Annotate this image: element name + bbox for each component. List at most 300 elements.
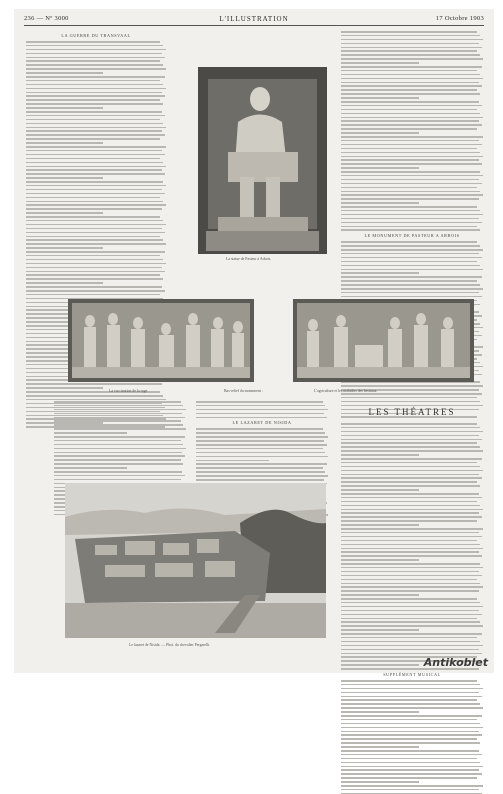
text-line: [341, 707, 483, 709]
text-line: [341, 567, 483, 569]
text-line: [196, 456, 328, 458]
text-line: [341, 750, 479, 752]
text-line: [341, 202, 419, 204]
section-title-nisida: LE LAZARET DE NISIDA: [232, 420, 292, 426]
text-line: [341, 762, 480, 764]
text-line: [26, 92, 162, 94]
text-line: [341, 781, 419, 783]
text-line: [26, 204, 166, 206]
section-title-supplement: SUPPLÉMENT MUSICAL: [383, 672, 441, 677]
text-line: [341, 758, 477, 760]
text-line: [341, 276, 482, 278]
text-line: [26, 45, 163, 47]
text-line: [341, 501, 477, 503]
text-line: [196, 479, 324, 481]
watermark-logo: Antikoblet: [423, 656, 488, 669]
article-text: [196, 401, 328, 418]
column-monument: [341, 31, 483, 293]
text-line: [341, 586, 483, 588]
text-line: [26, 197, 160, 199]
article-text: [341, 680, 483, 794]
text-line: [341, 62, 419, 64]
column-nisida: [196, 401, 328, 479]
text-line: [341, 226, 477, 228]
text-line: [26, 278, 163, 280]
text-line: [341, 723, 480, 725]
text-line: [341, 590, 479, 592]
text-line: [341, 458, 482, 460]
text-line: [341, 85, 482, 87]
text-line: [341, 179, 479, 181]
text-line: [54, 448, 186, 450]
text-line: [341, 31, 477, 33]
text-line: [341, 93, 480, 95]
text-line: [341, 109, 477, 111]
text-line: [341, 288, 483, 290]
text-line: [341, 296, 482, 298]
text-line: [26, 255, 160, 257]
text-line: [26, 138, 160, 140]
text-line: [196, 444, 327, 446]
text-line: [26, 236, 160, 238]
text-line: [26, 181, 163, 183]
text-line: [341, 269, 483, 271]
text-line: [341, 78, 483, 80]
text-line: [341, 265, 480, 267]
text-line: [341, 435, 479, 437]
text-line: [341, 159, 479, 161]
text-line: [341, 664, 419, 666]
text-line: [341, 653, 482, 655]
text-line: [341, 183, 482, 185]
text-line: [341, 524, 419, 526]
text-line: [341, 754, 482, 756]
text-line: [341, 579, 477, 581]
text-line: [26, 267, 162, 269]
text-line: [341, 598, 477, 600]
text-line: [54, 459, 181, 461]
text-line: [196, 471, 325, 473]
text-line: [341, 454, 419, 456]
text-line: [341, 766, 483, 768]
text-line: [341, 284, 480, 286]
text-line: [341, 74, 480, 76]
text-line: [341, 688, 483, 690]
text-line: [26, 162, 163, 164]
text-line: [341, 82, 479, 84]
text-line: [26, 387, 103, 389]
text-line: [26, 150, 162, 152]
text-line: [341, 649, 479, 651]
text-line: [341, 401, 480, 403]
text-line: [341, 218, 479, 220]
text-line: [341, 385, 483, 387]
text-line: [26, 247, 103, 249]
text-line: [54, 463, 183, 465]
text-line: [341, 493, 479, 495]
text-line: [54, 467, 127, 469]
text-line: [341, 89, 477, 91]
text-line: [341, 198, 479, 200]
text-line: [341, 505, 480, 507]
text-line: [341, 128, 477, 130]
text-line: [341, 439, 482, 441]
text-line: [26, 134, 165, 136]
text-line: [341, 214, 483, 216]
text-line: [341, 144, 482, 146]
article-text: [341, 423, 483, 670]
text-line: [341, 450, 483, 452]
text-line: [26, 185, 166, 187]
text-line: [341, 719, 477, 721]
text-line: [341, 43, 479, 45]
text-line: [341, 466, 480, 468]
text-line: [26, 274, 160, 276]
text-line: [341, 423, 477, 425]
text-line: [341, 777, 477, 779]
text-line: [341, 245, 480, 247]
text-line: [54, 420, 181, 422]
text-line: [341, 512, 479, 514]
text-line: [341, 140, 479, 142]
relief-center-caption: Bas-relief du monument :: [224, 389, 263, 393]
text-line: [341, 618, 477, 620]
text-line: [341, 280, 477, 282]
newspaper-page: [14, 9, 494, 677]
text-line: [341, 633, 482, 635]
text-line: [341, 187, 477, 189]
text-line: [26, 259, 163, 261]
column-theatres: [341, 423, 483, 677]
text-line: [341, 594, 419, 596]
text-line: [26, 212, 103, 214]
text-line: [341, 462, 477, 464]
text-line: [341, 261, 477, 263]
text-line: [341, 194, 483, 196]
text-line: [26, 271, 165, 273]
article-text: [341, 31, 483, 231]
text-line: [26, 228, 162, 230]
text-line: [54, 424, 183, 426]
text-line: [341, 241, 477, 243]
text-line: [54, 409, 186, 411]
text-line: [341, 548, 483, 550]
text-line: [341, 734, 482, 736]
text-line: [54, 444, 183, 446]
text-line: [196, 436, 328, 438]
text-line: [341, 571, 479, 573]
text-line: [26, 158, 160, 160]
text-line: [26, 286, 162, 288]
text-line: [54, 471, 182, 473]
text-line: [341, 485, 480, 487]
text-line: [341, 148, 477, 150]
text-line: [341, 696, 482, 698]
text-line: [26, 294, 160, 296]
text-line: [341, 520, 477, 522]
text-line: [196, 405, 325, 407]
text-line: [26, 216, 160, 218]
text-line: [26, 68, 166, 70]
text-line: [196, 413, 324, 415]
text-line: [341, 427, 480, 429]
text-line: [341, 163, 482, 165]
text-line: [26, 290, 165, 292]
text-line: [54, 417, 185, 419]
text-line: [341, 393, 482, 395]
text-line: [341, 175, 483, 177]
text-line: [54, 405, 183, 407]
page-number: 236 — Nº 3000: [24, 15, 69, 22]
text-line: [26, 220, 163, 222]
text-line: [196, 432, 325, 434]
text-line: [26, 193, 165, 195]
text-line: [26, 49, 166, 51]
page-header: [24, 15, 484, 25]
text-line: [26, 107, 103, 109]
journal-title: L'ILLUSTRATION: [219, 15, 289, 23]
text-line: [341, 614, 482, 616]
text-line: [341, 575, 482, 577]
text-line: [341, 124, 482, 126]
relief-left-caption: La vaccination de la rage.: [109, 389, 149, 393]
text-line: [26, 72, 103, 74]
text-line: [341, 555, 482, 557]
text-line: [341, 152, 480, 154]
statue-caption: La statue de Pasteur à Arbois.: [226, 257, 272, 261]
text-line: [341, 58, 483, 60]
text-line: [341, 136, 483, 138]
text-line: [341, 637, 477, 639]
text-line: [341, 509, 483, 511]
text-line: [196, 467, 323, 469]
text-line: [26, 282, 103, 284]
text-line: [26, 127, 166, 129]
text-line: [54, 455, 185, 457]
text-line: [341, 544, 480, 546]
text-line: [341, 516, 482, 518]
harbor-photo: [65, 483, 326, 638]
text-line: [341, 645, 483, 647]
text-line: [341, 606, 483, 608]
text-line: [341, 684, 480, 686]
text-line: [341, 50, 477, 52]
text-line: [26, 119, 160, 121]
text-line: [341, 481, 477, 483]
text-line: [341, 773, 482, 775]
text-line: [341, 563, 480, 565]
text-line: [341, 39, 483, 41]
text-line: [54, 440, 181, 442]
text-line: [26, 60, 160, 62]
text-line: [26, 243, 166, 245]
text-line: [26, 208, 162, 210]
text-line: [26, 88, 166, 90]
text-line: [54, 452, 182, 454]
text-line: [341, 397, 477, 399]
text-line: [341, 66, 482, 68]
text-line: [26, 189, 162, 191]
text-line: [26, 239, 163, 241]
text-line: [196, 463, 327, 465]
text-line: [341, 101, 479, 103]
text-line: [26, 41, 160, 43]
text-line: [26, 201, 163, 203]
text-line: [196, 452, 325, 454]
text-line: [341, 442, 477, 444]
text-line: [341, 292, 479, 294]
text-line: [341, 210, 480, 212]
text-line: [196, 417, 327, 419]
text-line: [54, 432, 127, 434]
text-line: [54, 413, 182, 415]
text-line: [196, 401, 323, 403]
text-line: [341, 746, 419, 748]
text-line: [341, 727, 483, 729]
text-line: [341, 583, 480, 585]
text-line: [196, 475, 328, 477]
text-line: [26, 224, 166, 226]
text-line: [341, 731, 479, 733]
text-line: [26, 166, 166, 168]
text-line: [341, 625, 483, 627]
text-line: [54, 401, 181, 403]
statue-photo: [198, 67, 327, 254]
harbor-caption: Le lazaret de Nisida. — Phot. du chevalier Pergarelli.: [129, 643, 211, 647]
text-line: [26, 84, 163, 86]
text-line: [341, 699, 477, 701]
text-line: [341, 105, 482, 107]
text-line: [341, 156, 483, 158]
column-text-lower-left: [54, 401, 186, 479]
text-line: [54, 479, 181, 481]
text-line: [54, 436, 185, 438]
text-line: [341, 405, 483, 407]
text-line: [341, 272, 419, 274]
text-line: [341, 47, 482, 49]
text-line: [341, 54, 480, 56]
section-title-theatres: LES THÉATRES: [368, 407, 456, 417]
text-line: [26, 146, 166, 148]
text-line: [341, 253, 479, 255]
text-line: [196, 409, 328, 411]
text-line: [341, 222, 482, 224]
text-line: [341, 132, 419, 134]
text-line: [26, 95, 165, 97]
text-line: [341, 551, 479, 553]
text-line: [341, 113, 480, 115]
text-line: [196, 428, 323, 430]
text-line: [341, 536, 482, 538]
text-line: [26, 177, 103, 179]
text-line: [26, 64, 163, 66]
text-line: [341, 70, 477, 72]
text-line: [341, 474, 479, 476]
text-line: [341, 229, 480, 231]
text-line: [341, 97, 419, 99]
text-line: [341, 540, 477, 542]
relief-left: [68, 299, 254, 382]
header-rule: [24, 25, 484, 26]
text-line: [341, 789, 479, 791]
text-line: [341, 532, 479, 534]
text-line: [26, 111, 162, 113]
text-line: [196, 448, 323, 450]
text-line: [341, 191, 480, 193]
text-line: [26, 232, 165, 234]
text-line: [26, 395, 163, 397]
text-line: [341, 477, 482, 479]
text-line: [341, 680, 477, 682]
text-line: [341, 621, 480, 623]
text-line: [341, 171, 480, 173]
text-line: [341, 167, 419, 169]
text-line: [26, 99, 160, 101]
text-line: [26, 154, 165, 156]
text-line: [26, 142, 103, 144]
relief-right-caption: L'agriculture et les maladies des bestiaux.: [314, 389, 378, 393]
text-line: [26, 130, 162, 132]
section-title-transvaal: LA GUERRE DU TRANSVAAL: [61, 33, 131, 38]
text-line: [341, 711, 419, 713]
text-line: [341, 257, 482, 259]
relief-right: [293, 299, 474, 382]
text-line: [341, 117, 483, 119]
text-line: [26, 103, 163, 105]
text-line: [341, 559, 419, 561]
text-line: [26, 80, 160, 82]
section-title-monument: LE MONUMENT DE PASTEUR A ARBOIS: [364, 233, 460, 239]
text-line: [341, 703, 480, 705]
text-line: [26, 173, 165, 175]
text-line: [341, 489, 419, 491]
text-line: [26, 53, 162, 55]
text-line: [26, 123, 163, 125]
text-line: [54, 428, 186, 430]
text-line: [341, 446, 480, 448]
text-line: [26, 251, 165, 253]
text-line: [341, 785, 483, 787]
text-line: [341, 497, 482, 499]
text-line: [196, 440, 324, 442]
text-line: [341, 602, 480, 604]
text-line: [26, 169, 162, 171]
text-line: [341, 35, 480, 37]
text-line: [341, 641, 480, 643]
text-line: [341, 120, 479, 122]
text-line: [341, 528, 483, 530]
text-line: [341, 206, 477, 208]
text-line: [26, 115, 165, 117]
text-line: [341, 431, 483, 433]
text-line: [341, 715, 482, 717]
text-line: [26, 57, 165, 59]
text-line: [341, 610, 479, 612]
text-line: [196, 460, 269, 462]
text-line: [341, 470, 483, 472]
text-line: [341, 629, 419, 631]
text-line: [341, 692, 479, 694]
issue-date: 17 Octobre 1903: [435, 15, 484, 22]
text-line: [341, 769, 479, 771]
text-line: [26, 383, 162, 385]
text-line: [26, 76, 165, 78]
text-line: [341, 742, 480, 744]
text-line: [26, 263, 166, 265]
text-line: [341, 249, 483, 251]
text-line: [54, 475, 185, 477]
column-transvaal: [26, 31, 166, 293]
